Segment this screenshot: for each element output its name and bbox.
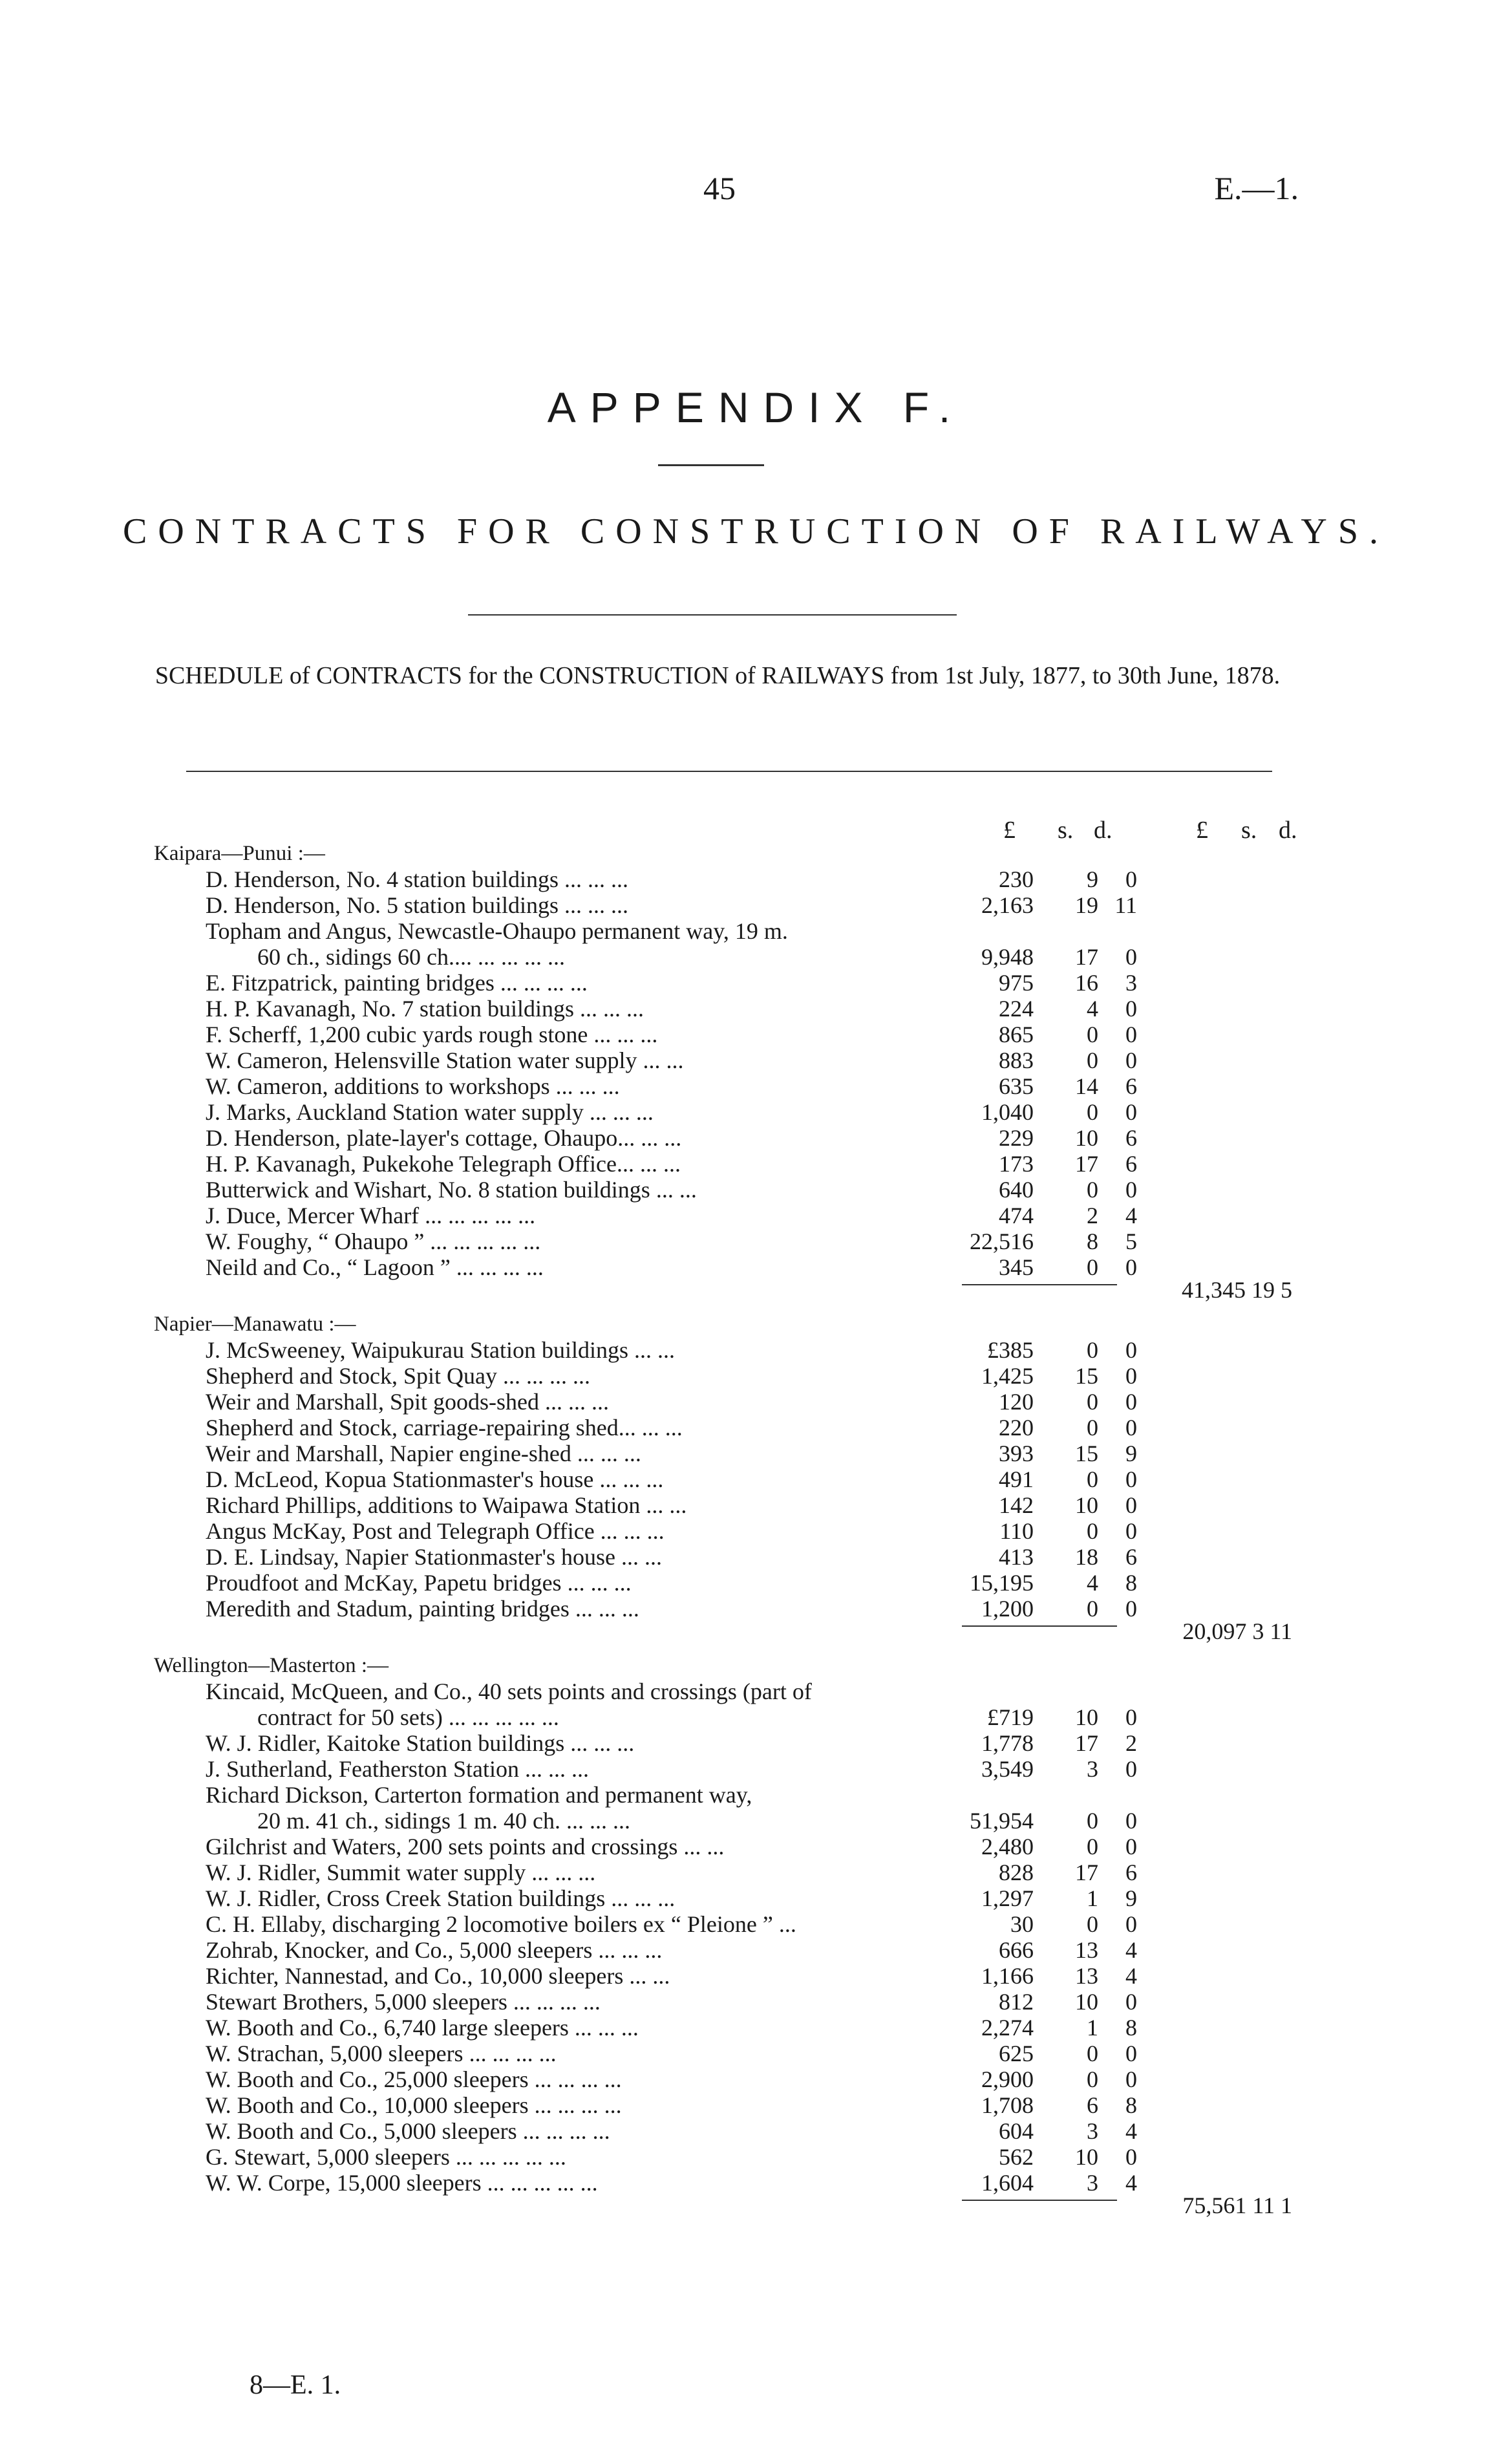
contract-row <box>0 1730 1512 1756</box>
amount-shillings: 18 <box>1075 1544 1098 1570</box>
contract-description: W. J. Ridler, Kaitoke Station buildings ... ... ... <box>206 1730 635 1756</box>
contract-row <box>0 1073 1512 1099</box>
contract-row <box>0 1911 1512 1937</box>
amount-pounds: 865 <box>999 1022 1034 1047</box>
amount-pence: 0 <box>1125 1415 1137 1441</box>
amount-pounds: 491 <box>999 1466 1034 1492</box>
amount-shillings: 17 <box>1075 944 1098 970</box>
amount-shillings: 0 <box>1087 2041 1098 2066</box>
schedule-title: SCHEDULE of CONTRACTS for the CONSTRUCTION of RAILWAYS from 1st July, 1877, to 30th June, 1878. <box>154 662 1281 689</box>
schedule-section <box>0 1653 1512 2218</box>
contract-description: Stewart Brothers, 5,000 sleepers ... ... ... ... <box>206 1989 601 2015</box>
amount-pounds: 2,163 <box>981 892 1034 918</box>
main-title: CONTRACTS FOR CONSTRUCTION OF RAILWAYS. <box>123 511 1389 552</box>
amount-shillings: 0 <box>1087 1808 1098 1834</box>
section-total: 75,561 11 1 <box>1182 2192 1292 2218</box>
contract-row <box>0 944 1512 970</box>
contract-row <box>0 918 1512 944</box>
amount-pounds: 15,195 <box>970 1570 1034 1596</box>
amount-shillings: 0 <box>1087 1389 1098 1415</box>
amount-shillings: 10 <box>1075 2144 1098 2170</box>
contract-row <box>0 2092 1512 2118</box>
divider-rule <box>468 614 957 616</box>
amount-shillings: 0 <box>1087 1022 1098 1047</box>
amount-pounds: £719 <box>987 1704 1034 1730</box>
contract-row <box>0 1441 1512 1466</box>
contract-description: W. J. Ridler, Summit water supply ... ... ... <box>206 1860 596 1885</box>
amount-pence: 0 <box>1125 1911 1137 1937</box>
contract-description: W. J. Ridler, Cross Creek Station buildings ... ... ... <box>206 1885 676 1911</box>
contract-description: Topham and Angus, Newcastle-Ohaupo permanent way, 19 m. <box>206 918 788 944</box>
amount-pence: 0 <box>1125 1704 1137 1730</box>
amount-pence: 6 <box>1125 1073 1137 1099</box>
page-number: 45 <box>703 170 736 206</box>
amount-pence: 6 <box>1125 1860 1137 1885</box>
contract-row <box>0 1125 1512 1151</box>
amount-shillings: 6 <box>1087 2092 1098 2118</box>
shilling-head: s. <box>1058 817 1074 844</box>
amount-shillings: 16 <box>1075 970 1098 996</box>
amount-pence: 4 <box>1125 2170 1137 2196</box>
amount-pence: 6 <box>1125 1125 1137 1151</box>
contract-description: D. Henderson, No. 5 station buildings ... ... ... <box>206 892 628 918</box>
amount-pence: 0 <box>1125 2144 1137 2170</box>
amount-shillings: 15 <box>1075 1363 1098 1389</box>
contract-row <box>0 892 1512 918</box>
amount-shillings: 0 <box>1087 1466 1098 1492</box>
contract-description: W. Booth and Co., 6,740 large sleepers ... ... ... <box>206 2015 639 2041</box>
schedule-section <box>0 1311 1512 1644</box>
contract-row <box>0 1466 1512 1492</box>
amount-pounds: 224 <box>999 996 1034 1022</box>
contract-row <box>0 1937 1512 1963</box>
amount-pounds: 1,200 <box>981 1596 1034 1622</box>
amount-pence: 0 <box>1125 1363 1137 1389</box>
contract-row <box>0 970 1512 996</box>
amount-pence: 4 <box>1125 2118 1137 2144</box>
amount-shillings: 17 <box>1075 1860 1098 1885</box>
amount-pence: 0 <box>1125 1989 1137 2015</box>
contract-description: Angus McKay, Post and Telegraph Office ... ... ... <box>206 1518 665 1544</box>
contract-description: W. Booth and Co., 10,000 sleepers ... ... ... ... <box>206 2092 622 2118</box>
amount-shillings: 9 <box>1087 866 1098 892</box>
contract-description: Richter, Nannestad, and Co., 10,000 sleepers ... ... <box>206 1963 670 1989</box>
amount-pounds: 812 <box>999 1989 1034 2015</box>
amount-shillings: 0 <box>1087 1911 1098 1937</box>
amount-pence: 0 <box>1125 866 1137 892</box>
contract-description: D. McLeod, Kopua Stationmaster's house ... ... ... <box>206 1466 664 1492</box>
section-total-line <box>0 1277 1512 1303</box>
amount-pence: 0 <box>1125 1492 1137 1518</box>
pence-head: d. <box>1279 817 1297 844</box>
document-code: E.—1. <box>1214 170 1299 206</box>
contract-row <box>0 1782 1512 1808</box>
subtotal-rule <box>962 1625 1117 1627</box>
amount-shillings: 3 <box>1087 2118 1098 2144</box>
amount-pounds: 1,166 <box>981 1963 1034 1989</box>
contract-description: W. Booth and Co., 5,000 sleepers ... ... ... ... <box>206 2118 610 2144</box>
contract-row <box>0 1363 1512 1389</box>
section-total: 41,345 19 5 <box>1182 1277 1292 1303</box>
amount-shillings: 10 <box>1075 1125 1098 1151</box>
amount-shillings: 3 <box>1087 2170 1098 2196</box>
amount-pence: 0 <box>1125 1177 1137 1203</box>
contract-row <box>0 1022 1512 1047</box>
contract-description: Weir and Marshall, Napier engine-shed ... ... ... <box>206 1441 641 1466</box>
amount-shillings: 17 <box>1075 1151 1098 1177</box>
amount-shillings: 0 <box>1087 2066 1098 2092</box>
contract-description: Kincaid, McQueen, and Co., 40 sets points and crossings (part of <box>206 1678 812 1704</box>
contract-description: F. Scherff, 1,200 cubic yards rough stone ... ... ... <box>206 1022 658 1047</box>
amount-pence: 0 <box>1125 996 1137 1022</box>
contract-description: Meredith and Stadum, painting bridges ... ... ... <box>206 1596 639 1622</box>
contract-description: J. Duce, Mercer Wharf ... ... ... ... ... <box>206 1203 536 1228</box>
contract-row <box>0 1989 1512 2015</box>
contracts-schedule <box>0 841 1512 2227</box>
amount-pounds: 3,549 <box>981 1756 1034 1782</box>
amount-shillings: 4 <box>1087 996 1098 1022</box>
amount-pounds: 30 <box>1010 1911 1034 1937</box>
amount-pounds: 1,604 <box>981 2170 1034 2196</box>
amount-shillings: 0 <box>1087 1099 1098 1125</box>
amount-shillings: 8 <box>1087 1228 1098 1254</box>
amount-shillings: 0 <box>1087 1415 1098 1441</box>
amount-pence: 4 <box>1125 1963 1137 1989</box>
pound-head: £ <box>1003 817 1016 844</box>
amount-pence: 0 <box>1125 1834 1137 1860</box>
amount-pence: 0 <box>1125 1466 1137 1492</box>
amount-pounds: 474 <box>999 1203 1034 1228</box>
amount-shillings: 0 <box>1087 1834 1098 1860</box>
amount-pounds: 229 <box>999 1125 1034 1151</box>
contract-row <box>0 2066 1512 2092</box>
amount-pounds: 2,900 <box>981 2066 1034 2092</box>
amount-shillings: 14 <box>1075 1073 1098 1099</box>
contract-row <box>0 1518 1512 1544</box>
amount-shillings: 4 <box>1087 1570 1098 1596</box>
section-total-line <box>0 1618 1512 1644</box>
pence-head: d. <box>1094 817 1113 844</box>
contract-row <box>0 1860 1512 1885</box>
contract-description: W. W. Corpe, 15,000 sleepers ... ... ... ... ... <box>206 2170 598 2196</box>
amount-pounds: 1,297 <box>981 1885 1034 1911</box>
contract-row <box>0 1492 1512 1518</box>
contract-row <box>0 1704 1512 1730</box>
amount-pence: 0 <box>1125 1518 1137 1544</box>
section-heading: Wellington—Masterton :— <box>154 1654 389 1677</box>
amount-pounds: £385 <box>987 1337 1034 1363</box>
amount-pounds: 230 <box>999 866 1034 892</box>
contract-description: Neild and Co., “ Lagoon ” ... ... ... ... <box>206 1254 544 1280</box>
contract-description: contract for 50 sets) ... ... ... ... ... <box>257 1704 559 1730</box>
amount-pence: 0 <box>1125 1022 1137 1047</box>
amount-shillings: 2 <box>1087 1203 1098 1228</box>
contract-description: Shepherd and Stock, Spit Quay ... ... ... ... <box>206 1363 590 1389</box>
amount-pence: 2 <box>1125 1730 1137 1756</box>
amount-shillings: 1 <box>1087 1885 1098 1911</box>
contract-description: Weir and Marshall, Spit goods-shed ... ... ... <box>206 1389 610 1415</box>
contract-description: E. Fitzpatrick, painting bridges ... ... ... ... <box>206 970 588 996</box>
amount-pence: 0 <box>1125 1756 1137 1782</box>
amount-pence: 9 <box>1125 1441 1137 1466</box>
amount-pence: 0 <box>1125 1099 1137 1125</box>
contract-description: D. Henderson, No. 4 station buildings ... ... ... <box>206 866 628 892</box>
amount-pounds: 640 <box>999 1177 1034 1203</box>
contract-description: W. Foughy, “ Ohaupo ” ... ... ... ... ... <box>206 1228 541 1254</box>
subtotal-rule <box>962 2200 1117 2201</box>
amount-pounds: 666 <box>999 1937 1034 1963</box>
amount-pounds: 562 <box>999 2144 1034 2170</box>
amount-shillings: 0 <box>1087 1177 1098 1203</box>
schedule-section <box>0 841 1512 1303</box>
contract-description: Richard Dickson, Carterton formation and permanent way, <box>206 1782 752 1808</box>
amount-pounds: 1,040 <box>981 1099 1034 1125</box>
amount-pounds: 393 <box>999 1441 1034 1466</box>
amount-pence: 5 <box>1125 1228 1137 1254</box>
amount-pounds: 413 <box>999 1544 1034 1570</box>
divider-rule <box>186 771 1272 772</box>
amount-pence: 0 <box>1125 944 1137 970</box>
amount-shillings: 13 <box>1075 1937 1098 1963</box>
amount-pounds: 220 <box>999 1415 1034 1441</box>
contract-row <box>0 1808 1512 1834</box>
amount-pence: 0 <box>1125 1808 1137 1834</box>
amount-shillings: 0 <box>1087 1254 1098 1280</box>
amount-pounds: 142 <box>999 1492 1034 1518</box>
amount-pounds: 110 <box>999 1518 1034 1544</box>
amount-shillings: 1 <box>1087 2015 1098 2041</box>
amount-pence: 0 <box>1125 1337 1137 1363</box>
contract-row <box>0 2015 1512 2041</box>
contract-description: W. Booth and Co., 25,000 sleepers ... ... ... ... <box>206 2066 622 2092</box>
contract-description: C. H. Ellaby, discharging 2 locomotive boilers ex “ Pleione ” ... <box>206 1911 796 1937</box>
amount-shillings: 0 <box>1087 1596 1098 1622</box>
section-total: 20,097 3 11 <box>1182 1618 1292 1644</box>
contract-description: Butterwick and Wishart, No. 8 station buildings ... ... <box>206 1177 697 1203</box>
amount-pence: 0 <box>1125 1254 1137 1280</box>
contract-row <box>0 1228 1512 1254</box>
amount-pence: 0 <box>1125 2041 1137 2066</box>
amount-pounds: 1,425 <box>981 1363 1034 1389</box>
amount-pounds: 975 <box>999 970 1034 996</box>
amount-pounds: 173 <box>999 1151 1034 1177</box>
amount-shillings: 0 <box>1087 1337 1098 1363</box>
amount-shillings: 13 <box>1075 1963 1098 1989</box>
amount-pounds: 828 <box>999 1860 1034 1885</box>
amount-shillings: 0 <box>1087 1518 1098 1544</box>
section-heading: Kaipara—Punui :— <box>154 842 325 865</box>
amount-shillings: 3 <box>1087 1756 1098 1782</box>
amount-pence: 0 <box>1125 1389 1137 1415</box>
contract-description: H. P. Kavanagh, No. 7 station buildings ... ... ... <box>206 996 644 1022</box>
amount-pence: 6 <box>1125 1544 1137 1570</box>
contract-description: W. Cameron, Helensville Station water supply ... ... <box>206 1047 684 1073</box>
contract-row <box>0 1389 1512 1415</box>
section-heading: Napier—Manawatu :— <box>154 1313 356 1336</box>
contract-description: D. E. Lindsay, Napier Stationmaster's house ... ... <box>206 1544 663 1570</box>
contract-row <box>0 2144 1512 2170</box>
contract-description: Zohrab, Knocker, and Co., 5,000 sleepers ... ... ... <box>206 1937 663 1963</box>
contract-description: J. McSweeney, Waipukurau Station buildings ... ... <box>206 1337 676 1363</box>
amount-pounds: 883 <box>999 1047 1034 1073</box>
footer-signature: 8—E. 1. <box>250 2370 341 2400</box>
contract-row <box>0 1570 1512 1596</box>
amount-pounds: 1,778 <box>981 1730 1034 1756</box>
contract-row <box>0 2041 1512 2066</box>
amount-pence: 11 <box>1114 892 1137 918</box>
amount-pounds: 604 <box>999 2118 1034 2144</box>
amount-pence: 4 <box>1125 1937 1137 1963</box>
contract-description: J. Sutherland, Featherston Station ... ... ... <box>206 1756 589 1782</box>
contract-row <box>0 1203 1512 1228</box>
amount-shillings: 10 <box>1075 1989 1098 2015</box>
amount-shillings: 10 <box>1075 1492 1098 1518</box>
contract-row <box>0 2118 1512 2144</box>
amount-pence: 0 <box>1125 1047 1137 1073</box>
amount-pounds: 625 <box>999 2041 1034 2066</box>
contract-row <box>0 866 1512 892</box>
amount-pence: 3 <box>1125 970 1137 996</box>
contract-description: W. Cameron, additions to workshops ... ... ... <box>206 1073 620 1099</box>
subtotal-rule <box>962 1284 1117 1285</box>
contract-row <box>0 1756 1512 1782</box>
amount-pence: 8 <box>1125 2092 1137 2118</box>
amount-pence: 8 <box>1125 2015 1137 2041</box>
contract-description: Richard Phillips, additions to Waipawa Station ... ... <box>206 1492 687 1518</box>
contract-row <box>0 1099 1512 1125</box>
amount-pounds: 2,274 <box>981 2015 1034 2041</box>
contract-description: W. Strachan, 5,000 sleepers ... ... ... ... <box>206 2041 557 2066</box>
contract-description: H. P. Kavanagh, Pukekohe Telegraph Office... ... ... <box>206 1151 681 1177</box>
amount-pounds: 1,708 <box>981 2092 1034 2118</box>
appendix-title: APPENDIX F. <box>547 383 965 431</box>
contract-description: J. Marks, Auckland Station water supply ... ... ... <box>206 1099 654 1125</box>
amount-pounds: 635 <box>999 1073 1034 1099</box>
contract-description: 20 m. 41 ch., sidings 1 m. 40 ch. ... ... ... <box>257 1808 630 1834</box>
contract-row <box>0 996 1512 1022</box>
amount-shillings: 0 <box>1087 1047 1098 1073</box>
contract-description: Gilchrist and Waters, 200 sets points and crossings ... ... <box>206 1834 725 1860</box>
divider-rule <box>658 464 764 466</box>
contract-row <box>0 1834 1512 1860</box>
contract-row <box>0 1963 1512 1989</box>
contract-row <box>0 1885 1512 1911</box>
contract-description: G. Stewart, 5,000 sleepers ... ... ... ... ... <box>206 2144 566 2170</box>
amount-pounds: 9,948 <box>981 944 1034 970</box>
contract-description: Shepherd and Stock, carriage-repairing shed... ... ... <box>206 1415 683 1441</box>
section-total-line <box>0 2192 1512 2218</box>
amount-pounds: 120 <box>999 1389 1034 1415</box>
amount-shillings: 10 <box>1075 1704 1098 1730</box>
contract-row <box>0 1047 1512 1073</box>
contract-row <box>0 1415 1512 1441</box>
amount-pounds: 22,516 <box>970 1228 1034 1254</box>
amount-pence: 4 <box>1125 1203 1137 1228</box>
amount-pence: 8 <box>1125 1570 1137 1596</box>
contract-row <box>0 1177 1512 1203</box>
contract-row <box>0 1151 1512 1177</box>
amount-pence: 9 <box>1125 1885 1137 1911</box>
contract-row <box>0 1337 1512 1363</box>
contract-description: Proudfoot and McKay, Papetu bridges ... ... ... <box>206 1570 632 1596</box>
shilling-head: s. <box>1241 817 1257 844</box>
amount-shillings: 15 <box>1075 1441 1098 1466</box>
amount-shillings: 17 <box>1075 1730 1098 1756</box>
contract-row <box>0 1678 1512 1704</box>
pound-head: £ <box>1196 817 1208 844</box>
amount-pence: 0 <box>1125 1596 1137 1622</box>
contract-description: D. Henderson, plate-layer's cottage, Ohaupo... ... ... <box>206 1125 682 1151</box>
contract-description: 60 ch., sidings 60 ch.... ... ... ... ... <box>257 944 565 970</box>
amount-shillings: 19 <box>1075 892 1098 918</box>
amount-pounds: 51,954 <box>970 1808 1034 1834</box>
amount-pounds: 345 <box>999 1254 1034 1280</box>
amount-pounds: 2,480 <box>981 1834 1034 1860</box>
amount-pence: 0 <box>1125 2066 1137 2092</box>
amount-pence: 6 <box>1125 1151 1137 1177</box>
contract-row <box>0 1544 1512 1570</box>
